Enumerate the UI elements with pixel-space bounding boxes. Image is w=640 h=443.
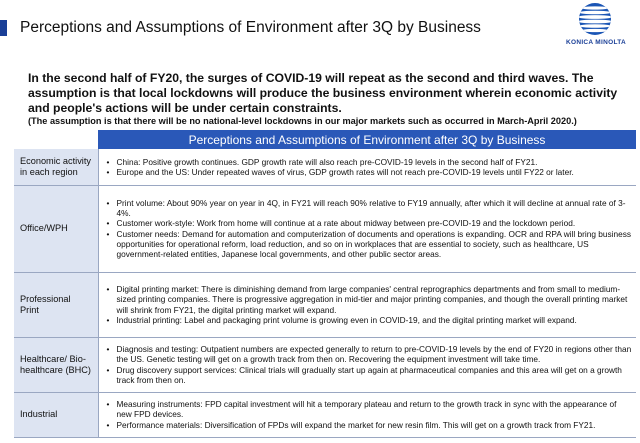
environment-table (14, 130, 636, 438)
list-item: • Drug discovery support services: Clinical trials will gradually start up again at pharmaceutical companies and this area will get on a growth track from then on. (105, 365, 633, 385)
table-row (14, 392, 636, 437)
row-category: Economic activity in each region (14, 149, 98, 185)
list-item: • Industrial printing: Label and packaging print volume is growing even in COVID-19, and the digital printing market will expand. (105, 315, 633, 325)
list-item: • China: Positive growth continues. GDP growth rate will also reach pre-COVID-19 levels in the second half of FY21. (105, 157, 633, 167)
company-logo (556, 2, 636, 64)
row-body (98, 149, 636, 185)
list-item: • Customer needs: Demand for automation and computerization of documents and operations is expanding. OCR and RPA will bring business opportunities for operational reform, load reduction, and so on in workplaces that are essential to society, such as healthcare, US government-related entities, Japanese local governments, and other public sector areas. (105, 229, 633, 259)
row-category: Industrial (14, 392, 98, 437)
table-row (14, 272, 636, 337)
list-item: • Performance materials: Diversification of FPDs will expand the market for new resin film. This will get on a growth track from FY21. (105, 420, 633, 430)
logo-wordmark: KONICA MINOLTA (565, 39, 627, 46)
table-header-blank (14, 130, 98, 149)
row-body (98, 337, 636, 392)
row-body (98, 272, 636, 337)
table-row (14, 185, 636, 272)
row-body (98, 392, 636, 437)
table-header-row (14, 130, 636, 149)
list-item: • Europe and the US: Under repeated waves of virus, GDP growth rates will not reach pre-COVID-19 levels until FY22 or later. (105, 167, 633, 177)
slide-header (0, 0, 640, 58)
list-item: • Digital printing market: There is diminishing demand from large companies' central reprographics departments and from small to medium-sized printing companies. There is progressive aggregation in mid-tier and major printing companies, and though the overall printing market will shrink from FY21, the digital printing market will expand. (105, 284, 633, 314)
list-item: • Customer work-style: Work from home will continue at a rate about midway between pre-COVID-19 and the lockdown period. (105, 218, 633, 228)
list-item: • Measuring instruments: FPD capital investment will hit a temporary plateau and return to the growth track in sync with the appearance of new FPD devices. (105, 399, 633, 419)
row-category: Office/WPH (14, 185, 98, 272)
page-title: Perceptions and Assumptions of Environment after 3Q by Business (20, 19, 481, 36)
table-row (14, 149, 636, 185)
lead-note: (The assumption is that there will be no national-level lockdowns in our major markets such as occurred in March-April 2020.) (28, 116, 577, 126)
title-accent-bar (0, 20, 7, 36)
list-item: • Print volume: About 90% year on year in 4Q, in FY21 will reach 90% relative to FY19 annually, after which it will decline at annual rate of 3-4%. (105, 198, 633, 218)
list-item: • Diagnosis and testing: Outpatient numbers are expected generally to return to pre-COVID-19 levels by the end of FY20 in regions other than the US. Genetic testing will get on a growth track from then on. Recovering the equipment investment will take time. (105, 344, 633, 364)
row-body (98, 185, 636, 272)
row-category: Professional Print (14, 272, 98, 337)
globe-logo-icon (578, 2, 612, 36)
row-category: Healthcare/ Bio-healthcare (BHC) (14, 337, 98, 392)
table-row (14, 337, 636, 392)
lead-paragraph: In the second half of FY20, the surges of COVID-19 will repeat as the second and third waves. The assumption is that local lockdowns will produce the business environment wherein economic activity and people's actions will be under certain constraints. (28, 71, 618, 115)
table-header: Perceptions and Assumptions of Environment after 3Q by Business (98, 130, 636, 149)
